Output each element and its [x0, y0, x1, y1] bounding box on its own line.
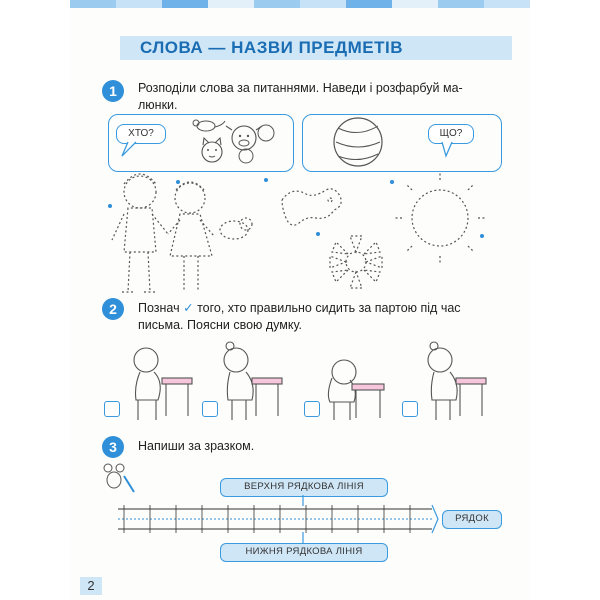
what-question-bubble: ЩО?	[428, 124, 474, 144]
task-3-number: 3	[102, 436, 124, 458]
page-title: СЛОВА — НАЗВИ ПРЕДМЕТІВ	[140, 38, 403, 57]
task-2-text-line-2: письма. Поясни свою думку.	[138, 318, 302, 332]
task-2-number: 2	[102, 298, 124, 320]
task-3-text: Напиши за зразком.	[138, 439, 255, 453]
check-mark-icon: ✓	[183, 301, 194, 315]
task-1-text-line-2: люнки.	[138, 98, 178, 112]
lower-line-label: НИЖНЯ РЯДКОВА ЛІНІЯ	[220, 543, 388, 562]
task-2-prefix: Познач	[138, 301, 180, 315]
page-number: 2	[80, 577, 102, 595]
row-label: РЯДОК	[442, 510, 502, 529]
upper-line-label: ВЕРХНЯ РЯДКОВА ЛІНІЯ	[220, 478, 388, 497]
who-question-bubble: ХТО?	[116, 124, 166, 144]
task-1-number: 1	[102, 80, 124, 102]
task-2-suffix: того, хто правильно сидить за партою під час	[197, 301, 461, 315]
task-1-text-line-1: Розподіли слова за питаннями. Наведи і розфарбуй ма-	[138, 81, 463, 95]
